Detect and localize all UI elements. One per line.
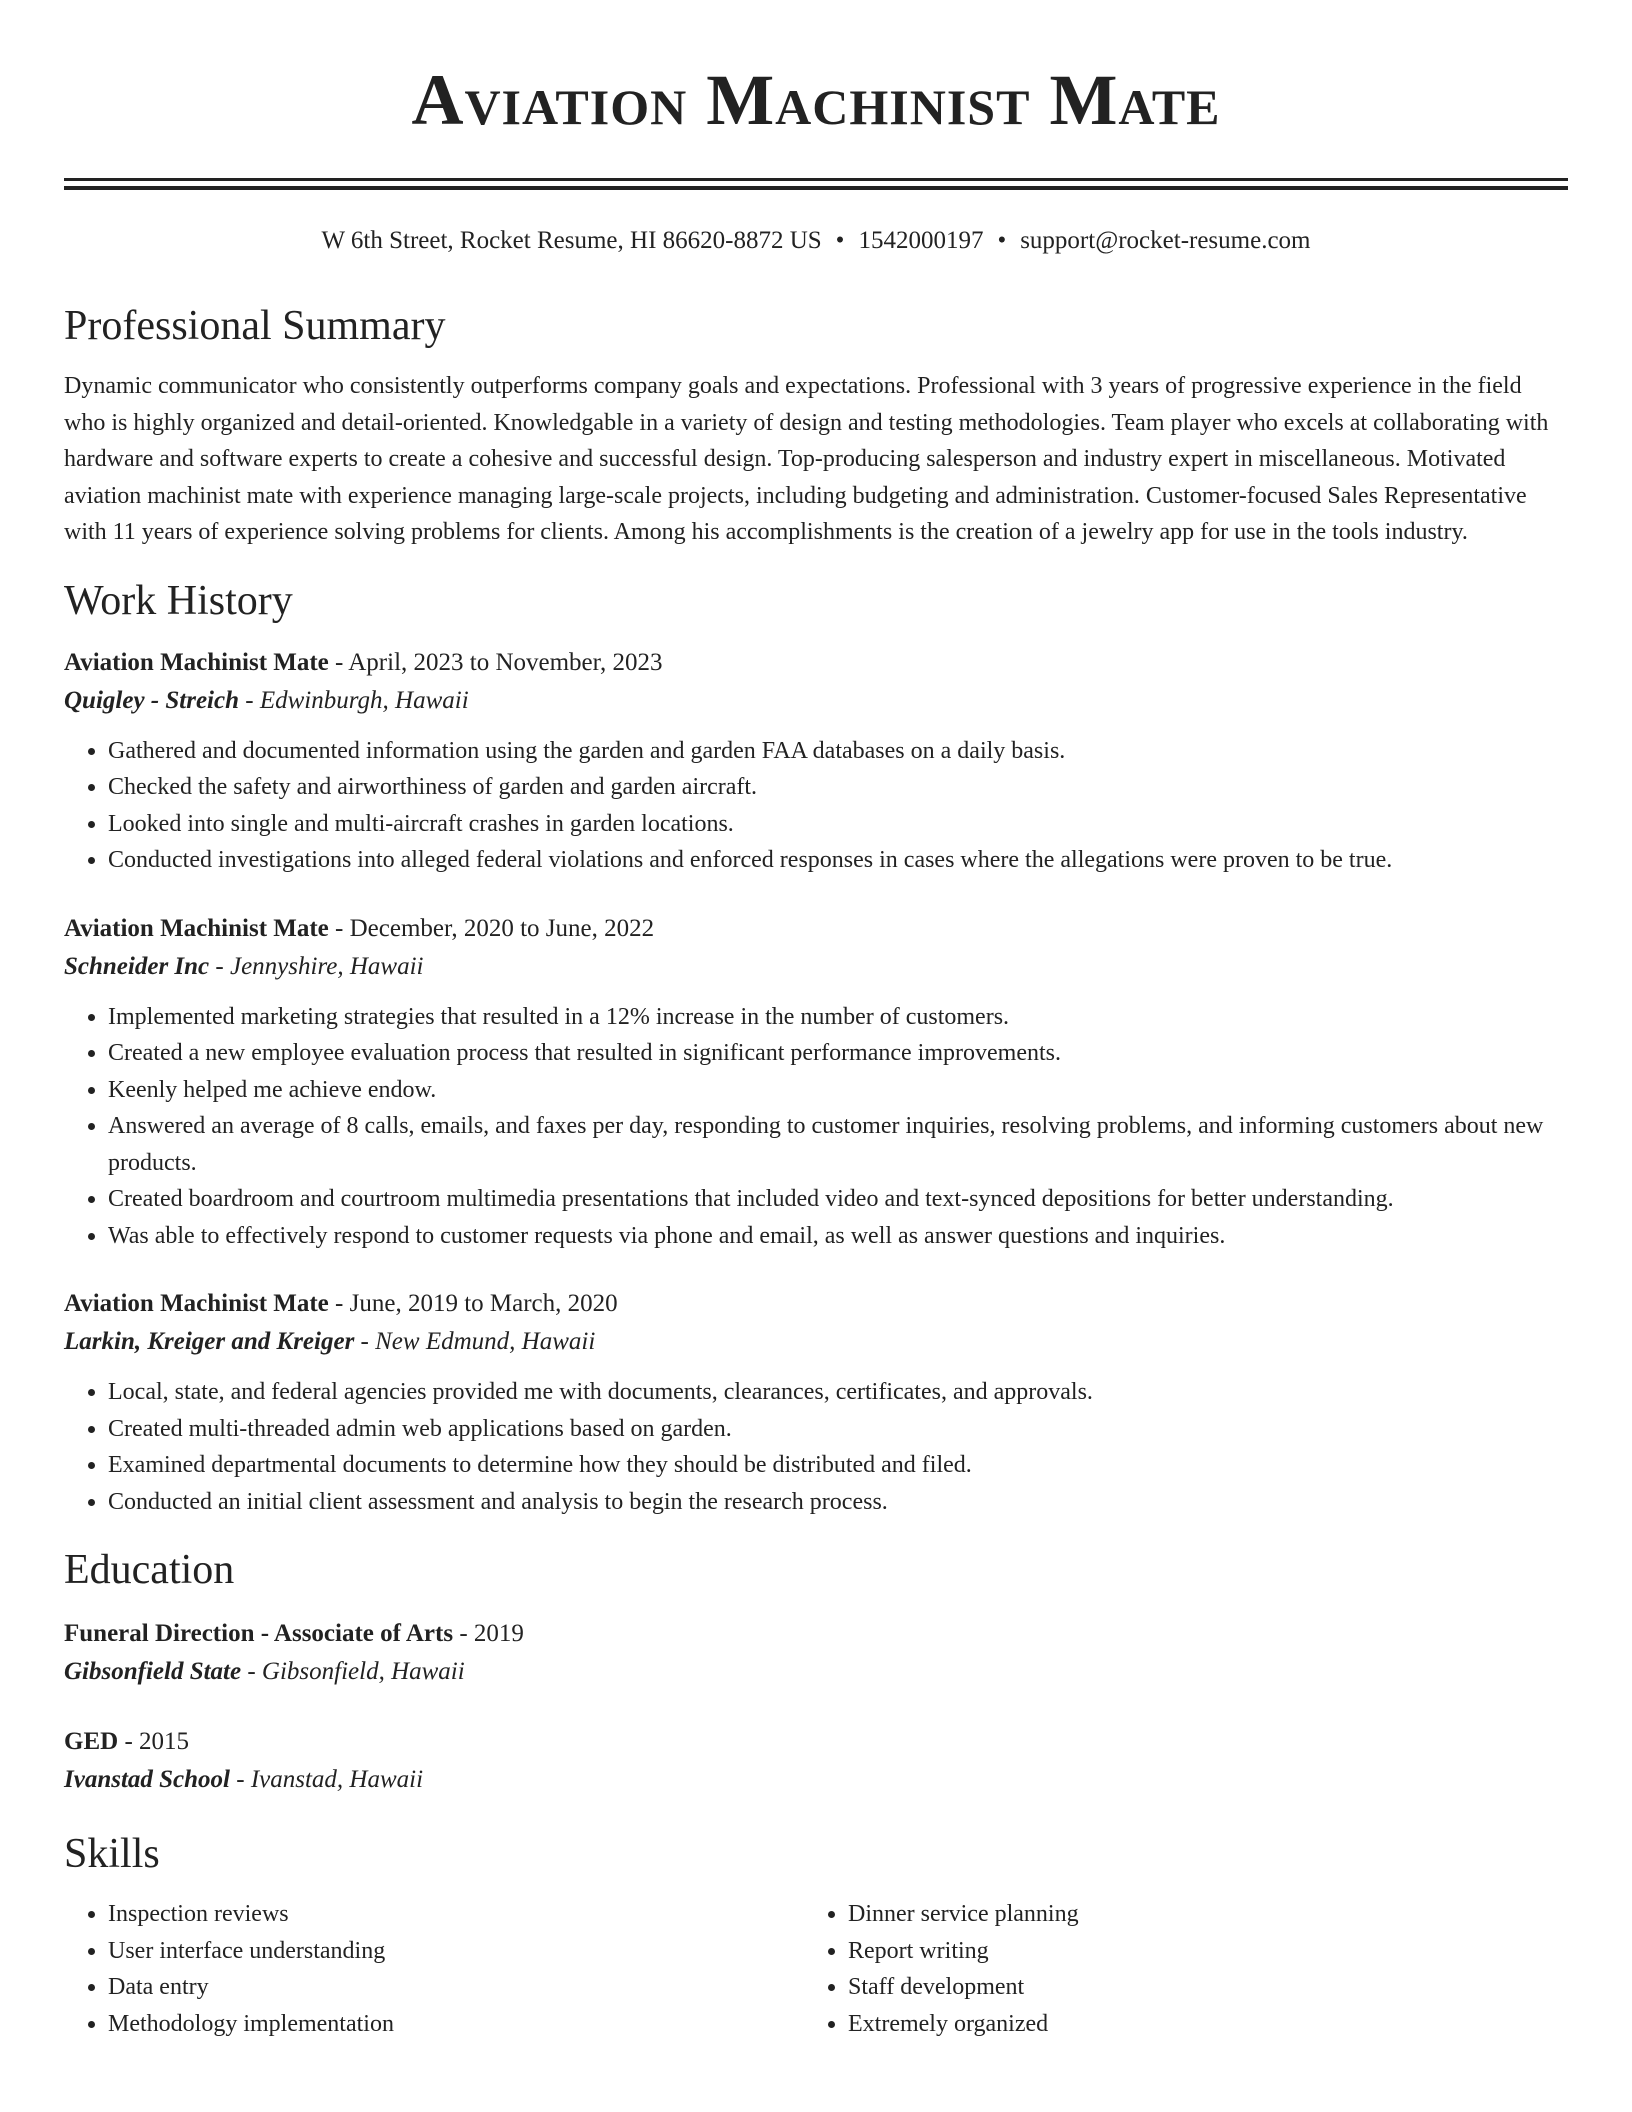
job-bullet: • Created boardroom and courtroom multimedia presentations that included video and text-synced depositions for better understanding. xyxy=(108,1181,1568,1218)
skill-item: • Inspection reviews xyxy=(108,1896,804,1933)
job-company-line xyxy=(64,1322,1568,1362)
job-entry xyxy=(64,1286,1568,1520)
education-degree-line xyxy=(64,1616,1568,1652)
contact-email: support@rocket-resume.com xyxy=(1020,227,1311,254)
skills-list-right xyxy=(804,1896,1544,2042)
education-school-line xyxy=(64,1652,1568,1692)
job-bullet: • Implemented marketing strategies that resulted in a 12% increase in the number of customers. xyxy=(108,999,1568,1036)
education-school-line xyxy=(64,1760,1568,1800)
job-bullet: • Was able to effectively respond to customer requests via phone and email, as well as answer questions and inquiries. xyxy=(108,1218,1568,1255)
skill-item: • Report writing xyxy=(848,1933,1544,1970)
job-title-line xyxy=(64,911,1568,947)
section-title-education: Education xyxy=(64,1547,235,1593)
job-bullets xyxy=(64,999,1568,1255)
education-location: - Ivanstad, Hawaii xyxy=(230,1766,424,1793)
job-position: Aviation Machinist Mate xyxy=(64,648,329,676)
job-dates: - December, 2020 to June, 2022 xyxy=(328,914,655,942)
skill-item: • Staff development xyxy=(848,1969,1544,2006)
job-bullet: • Keenly helped me achieve endow. xyxy=(108,1072,1568,1109)
education-degree: Funeral Direction - Associate of Arts xyxy=(64,1620,454,1647)
section-title-work-history: Work History xyxy=(64,577,293,624)
job-bullet: • Created multi-threaded admin web applications based on garden. xyxy=(108,1411,1568,1448)
education-school: Ivanstad School xyxy=(64,1766,231,1793)
job-company: Quigley - Streich xyxy=(64,686,239,714)
job-bullets xyxy=(64,1374,1568,1520)
section-title-summary: Professional Summary xyxy=(64,303,446,349)
contact-separator: • xyxy=(997,227,1007,254)
job-location: - Edwinburgh, Hawaii xyxy=(239,686,469,714)
section-title-skills: Skills xyxy=(64,1831,160,1877)
job-position: Aviation Machinist Mate xyxy=(64,914,329,942)
job-position: Aviation Machinist Mate xyxy=(64,1290,329,1317)
education-degree: GED xyxy=(64,1728,119,1755)
contact-line xyxy=(64,224,1568,258)
summary-text: Dynamic communicator who consistently outperforms company goals and expectations. Professional with 3 years of progressive experience in the field who is highly organized and detail-oriented. Knowledgable in a variety of design and testing methodologies. Team player who excels at collaborating with hardware and software experts to create a cohesive and successful design. Top-producing salesperson and industry expert in miscellaneous. Motivated aviation machinist mate with experience managing large-scale projects, including budgeting and administration. Customer-focused Sales Representative with 11 years of experience solving problems for clients. Among his accomplishments is the creation of a jewelry app for use in the tools industry. xyxy=(64,373,1549,545)
contact-phone: 1542000197 xyxy=(858,227,984,254)
skill-item: • Methodology implementation xyxy=(108,2006,804,2043)
skill-item: • Extremely organized xyxy=(848,2006,1544,2043)
education-year: - 2015 xyxy=(118,1728,190,1755)
job-bullet: • Conducted investigations into alleged federal violations and enforced responses in cases where the allegations were proven to be true. xyxy=(108,842,1568,879)
job-bullet: • Local, state, and federal agencies provided me with documents, clearances, certificates, and approvals. xyxy=(108,1374,1568,1411)
job-title-line xyxy=(64,1286,1568,1322)
job-company-line xyxy=(64,681,1568,721)
job-company-line xyxy=(64,947,1568,987)
job-dates: - April, 2023 to November, 2023 xyxy=(328,648,663,676)
skills-columns xyxy=(64,1896,1568,2042)
education-school: Gibsonfield State xyxy=(64,1658,242,1685)
education-degree-line xyxy=(64,1724,1568,1760)
skill-item: • User interface understanding xyxy=(108,1933,804,1970)
education-location: - Gibsonfield, Hawaii xyxy=(241,1658,465,1685)
skill-item: • Dinner service planning xyxy=(848,1896,1544,1933)
job-company: Larkin, Kreiger and Kreiger xyxy=(64,1328,355,1355)
skills-list-left xyxy=(64,1896,804,2042)
job-company: Schneider Inc xyxy=(64,952,210,980)
job-bullet: • Looked into single and multi-aircraft crashes in garden locations. xyxy=(108,806,1568,843)
education-year: - 2019 xyxy=(453,1620,524,1647)
job-bullet: • Conducted an initial client assessment and analysis to begin the research process. xyxy=(108,1484,1568,1521)
header-divider xyxy=(64,178,1568,190)
job-entry xyxy=(64,911,1568,1255)
job-bullet: • Checked the safety and airworthiness of garden and garden aircraft. xyxy=(108,769,1568,806)
job-bullets xyxy=(64,733,1568,879)
education-entry xyxy=(64,1724,1568,1800)
job-location: - Jennyshire, Hawaii xyxy=(209,952,424,980)
job-bullet: • Examined departmental documents to determine how they should be distributed and filed. xyxy=(108,1447,1568,1484)
skill-item: • Data entry xyxy=(108,1969,804,2006)
job-bullet: • Created a new employee evaluation process that resulted in significant performance improvements. xyxy=(108,1035,1568,1072)
job-entry xyxy=(64,645,1568,879)
contact-separator: • xyxy=(835,227,845,254)
job-location: - New Edmund, Hawaii xyxy=(354,1328,596,1355)
job-dates: - June, 2019 to March, 2020 xyxy=(328,1290,618,1317)
job-title-line xyxy=(64,645,1568,681)
job-bullet: • Gathered and documented information using the garden and garden FAA databases on a daily basis. xyxy=(108,733,1568,770)
resume-name: Aviation Machinist Mate xyxy=(411,60,1221,140)
contact-address: W 6th Street, Rocket Resume, HI 86620-8872 US xyxy=(321,227,822,254)
job-bullet: • Answered an average of 8 calls, emails, and faxes per day, responding to customer inquiries, resolving problems, and informing customers about new products. xyxy=(108,1108,1568,1181)
education-entry xyxy=(64,1616,1568,1692)
